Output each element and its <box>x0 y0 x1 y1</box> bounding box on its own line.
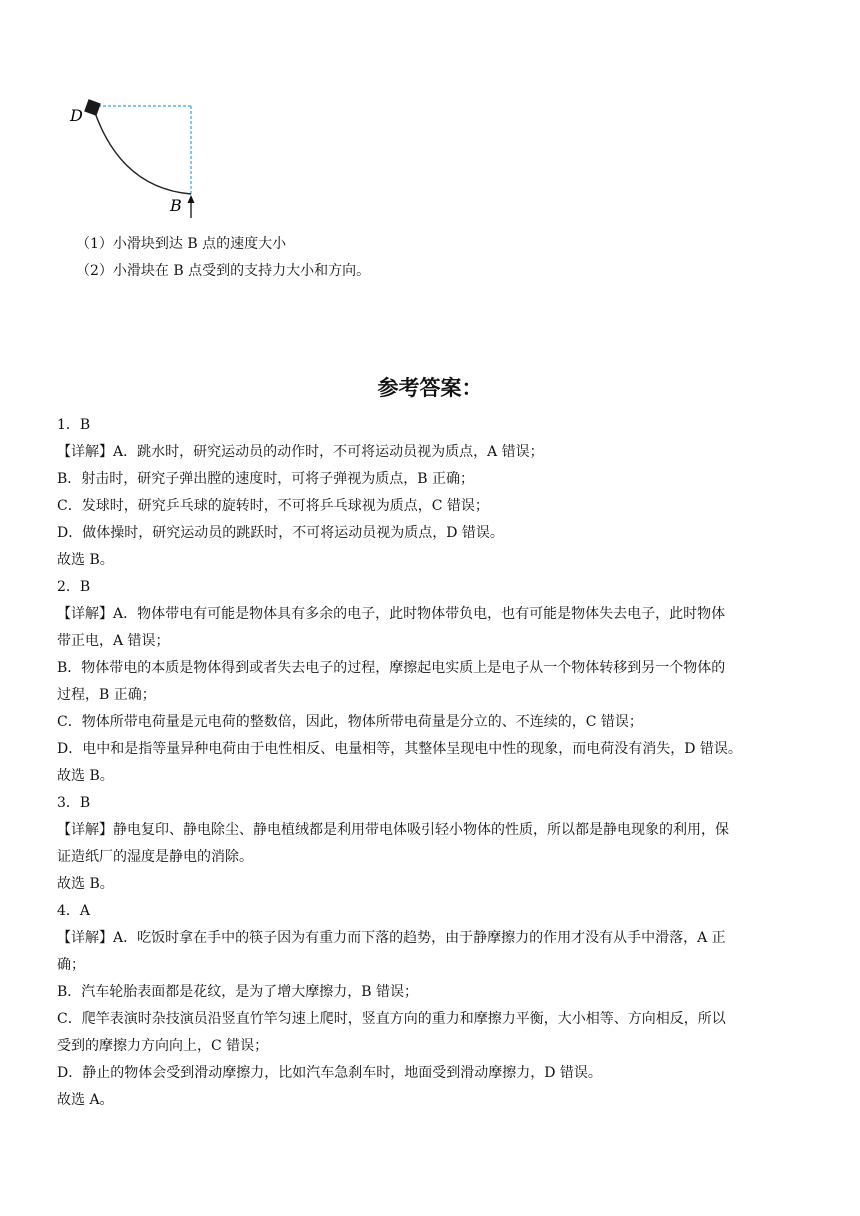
question-2: （2）小滑块在 B 点受到的支持力大小和方向。 <box>76 263 371 279</box>
answer-line: 【详解】A．吃饭时拿在手中的筷子因为有重力而下落的趋势，由于静摩擦力的作用才没有从手中滑落，A 正 <box>57 930 726 946</box>
answer-number: 3．B <box>57 795 91 811</box>
answer-line: B．汽车轮胎表面都是花纹，是为了增大摩擦力，B 错误； <box>57 984 419 1000</box>
answer-line: 故选 B。 <box>57 768 114 784</box>
answer-line: 带正电，A 错误； <box>57 633 170 649</box>
answer-line: C．发球时，研究乒乓球的旋转时，不可将乒乓球视为质点，C 错误； <box>57 498 489 514</box>
answer-line: B．射击时，研究子弹出膛的速度时，可将子弹视为质点，B 正确； <box>57 471 475 487</box>
answer-line: D．做体操时，研究运动员的跳跃时，不可将运动员视为质点，D 错误。 <box>57 525 504 541</box>
answer-line: 故选 B。 <box>57 876 114 892</box>
answer-line: 故选 B。 <box>57 552 114 568</box>
answer-number: 2．B <box>57 579 91 595</box>
question-1: （1）小滑块到达 B 点的速度大小 <box>76 236 287 252</box>
answer-line: 过程，B 正确； <box>57 687 156 703</box>
answer-item <box>57 574 794 790</box>
answer-line: 故选 A。 <box>57 1092 114 1108</box>
answer-line: 证造纸厂的湿度是静电的消除。 <box>57 849 253 865</box>
label-d: D <box>70 106 83 125</box>
answer-line: C．爬竿表演时杂技演员沿竖直竹竿匀速上爬时，竖直方向的重力和摩擦力平衡，大小相等、方向相反，所以 <box>57 1011 726 1027</box>
answer-line: D．电中和是指等量异种电荷由于电性相反、电量相等，其整体呈现电中性的现象，而电荷没有消失，D 错误。 <box>57 741 742 757</box>
slider-block <box>84 99 101 116</box>
answer-line: 【详解】A．物体带电有可能是物体具有多余的电子，此时物体带负电，也有可能是物体失去电子，此时物体 <box>57 606 726 622</box>
answer-line: B．物体带电的本质是物体得到或者失去电子的过程，摩擦起电实质上是电子从一个物体转移到另一个物体的 <box>57 660 726 676</box>
track-diagram <box>66 96 206 220</box>
answer-item <box>57 412 794 574</box>
answer-line: D．静止的物体会受到滑动摩擦力，比如汽车急刹车时，地面受到滑动摩擦力，D 错误。 <box>57 1065 602 1081</box>
label-b: B <box>170 196 182 215</box>
answer-item <box>57 898 794 1114</box>
answer-list <box>57 412 794 1114</box>
quarter-circle-track <box>94 110 191 194</box>
answer-number: 1．B <box>57 417 91 433</box>
answer-line: 【详解】A．跳水时，研究运动员的动作时，不可将运动员视为质点，A 错误； <box>57 444 544 460</box>
answer-item <box>57 790 794 898</box>
answer-title: 参考答案： <box>377 376 483 400</box>
arrow-head <box>188 195 195 203</box>
answer-line: 确； <box>57 957 85 973</box>
answer-line: C．物体所带电荷量是元电荷的整数倍，因此，物体所带电荷量是分立的、不连续的，C 错误； <box>57 714 643 730</box>
answer-number: 4．A <box>57 903 91 919</box>
answer-line: 受到的摩擦力方向向上，C 错误； <box>57 1038 269 1054</box>
answer-line: 【详解】静电复印、静电除尘、静电植绒都是利用带电体吸引轻小物体的性质，所以都是静电现象的利用，保 <box>57 822 729 838</box>
